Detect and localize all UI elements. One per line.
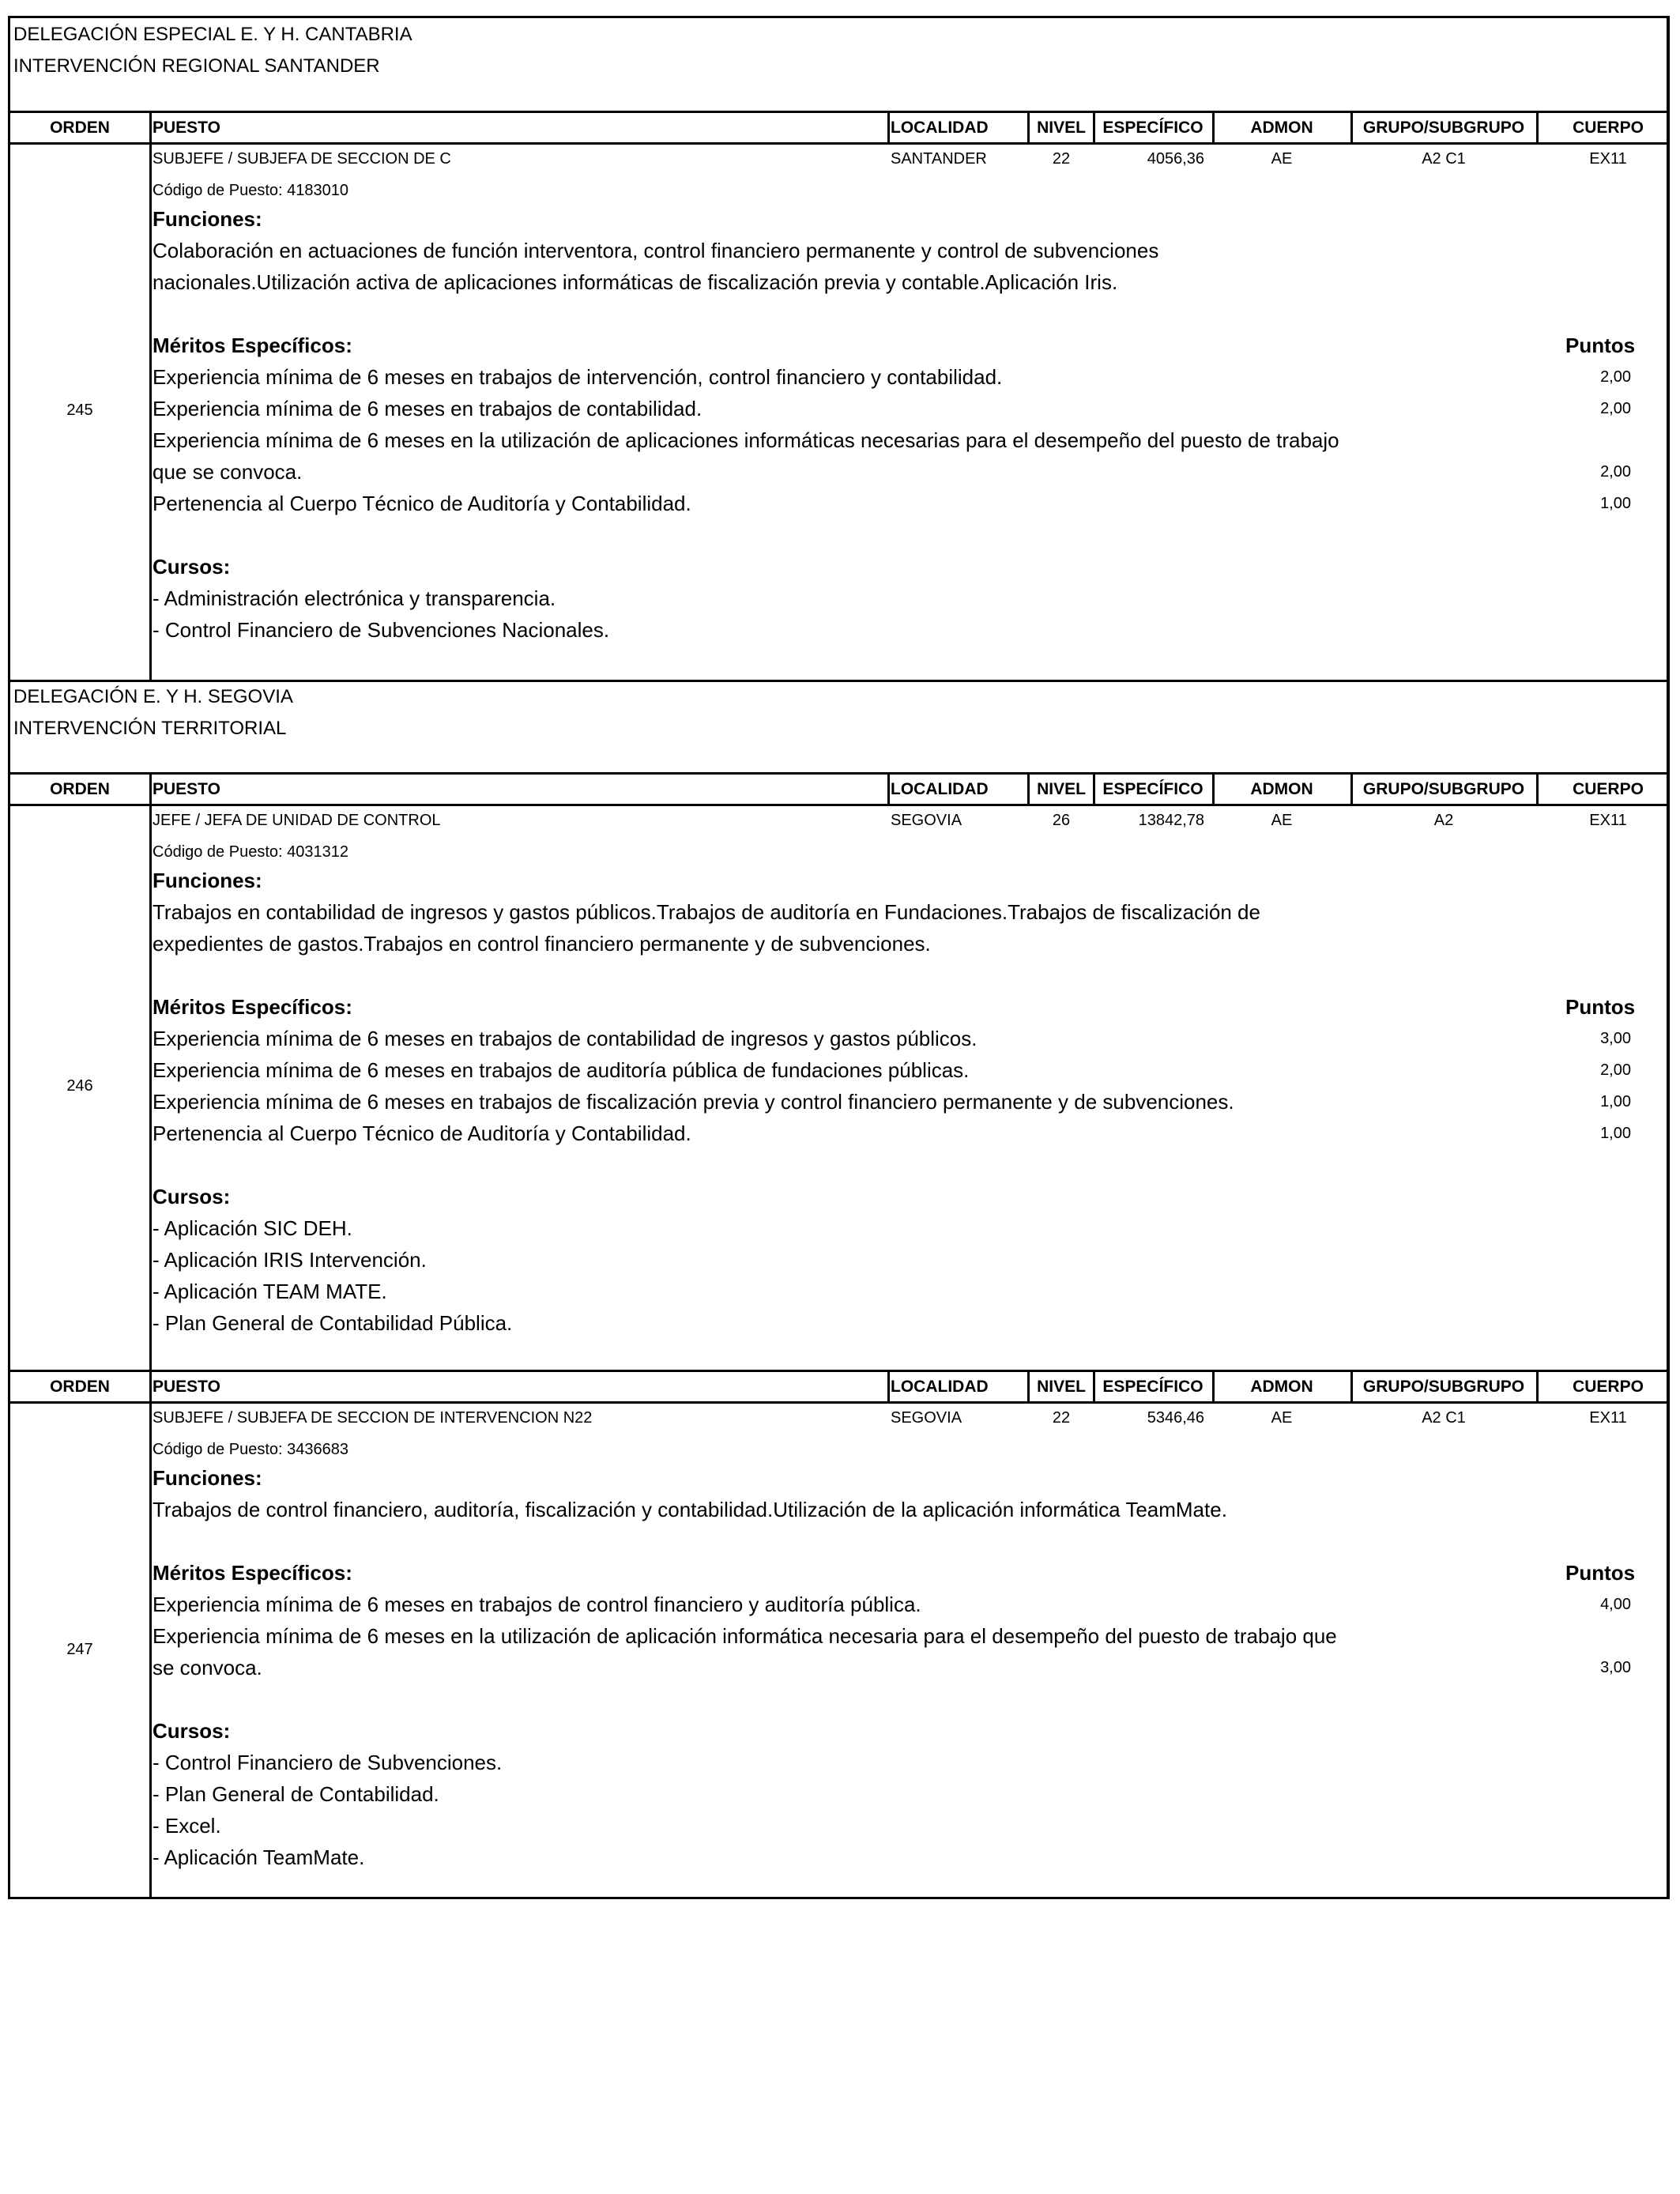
header-grupo: GRUPO/SUBGRUPO [1362,1378,1525,1396]
funciones-line: expedientes de gastos.Trabajos en control financiero permanente y de subvenciones. [153,932,931,956]
puntos-label: Puntos [1565,334,1636,357]
header-grupo: GRUPO/SUBGRUPO [1362,119,1525,137]
header-localidad: LOCALIDAD [891,780,989,798]
header-nivel: NIVEL [1037,780,1086,798]
header-divider [1350,1370,1353,1401]
header-cuerpo: CUERPO [1573,1378,1644,1396]
header-localidad: LOCALIDAD [891,119,989,137]
cursos-label: Cursos: [153,1185,231,1208]
codigo-puesto: Código de Puesto: 4031312 [153,843,348,861]
header-bottom-border [10,142,1667,145]
header-bottom-border [10,804,1667,806]
merito-line: Experiencia mínima de 6 meses en trabajos de contabilidad de ingresos y gastos públicos. [153,1027,977,1050]
header-top-border [10,772,1667,775]
funciones-line: nacionales.Utilización activa de aplicaciones informáticas de fiscalización previa y contable.Aplicación Iris. [153,270,1118,294]
funciones-label: Funciones: [153,869,262,892]
header-grupo: GRUPO/SUBGRUPO [1362,780,1525,798]
orden-value: 247 [66,1641,93,1658]
cuerpo-value: EX11 [1589,812,1627,829]
header-cuerpo: CUERPO [1573,119,1644,137]
orden-value: 246 [66,1077,93,1095]
header-puesto: PUESTO [153,119,220,137]
localidad-value: SEGOVIA [891,1409,962,1427]
cuerpo-value: EX11 [1589,150,1627,168]
especifico-value: 5346,46 [1147,1409,1204,1427]
merito-line: Experiencia mínima de 6 meses en la utilización de aplicación informática necesaria para el desempeño del puesto de trabajo que [153,1624,1337,1648]
section-divider [10,680,1667,682]
curso-line: - Excel. [153,1814,221,1838]
meritos-label: Méritos Específicos: [153,995,352,1019]
cuerpo-value: EX11 [1589,1409,1627,1427]
especifico-value: 4056,36 [1147,150,1204,168]
header-orden: ORDEN [50,1378,110,1396]
org-line-1: DELEGACIÓN ESPECIAL E. Y H. CANTABRIA [13,24,412,45]
header-divider [1027,1370,1030,1401]
merito-line: Experiencia mínima de 6 meses en la utilización de aplicaciones informáticas necesarias para el desempeño del puesto de trabajo [153,428,1339,452]
puntos-label: Puntos [1565,995,1636,1019]
header-nivel: NIVEL [1037,119,1086,137]
curso-line: - Plan General de Contabilidad. [153,1782,439,1806]
orden-value: 245 [66,401,93,419]
codigo-puesto: Código de Puesto: 4183010 [153,182,348,199]
merito-line: Experiencia mínima de 6 meses en trabajos de auditoría pública de fundaciones públicas. [153,1058,970,1082]
localidad-value: SANTANDER [891,150,987,168]
curso-line: - Control Financiero de Subvenciones. [153,1751,503,1774]
especifico-value: 13842,78 [1138,812,1204,829]
header-puesto: PUESTO [153,1378,220,1396]
merito-puntos: 2,00 [1600,400,1631,417]
admon-value: AE [1271,812,1293,829]
header-divider [1350,111,1353,142]
merito-puntos: 3,00 [1600,1659,1631,1676]
org-line-1: DELEGACIÓN E. Y H. SEGOVIA [13,686,293,707]
curso-line: - Aplicación TeamMate. [153,1845,365,1869]
header-divider [1212,1370,1215,1401]
merito-puntos: 2,00 [1600,368,1631,386]
header-divider [1536,111,1539,142]
merito-line: se convoca. [153,1656,262,1679]
grupo-value: A2 C1 [1422,150,1466,168]
header-divider [1350,772,1353,804]
header-puesto: PUESTO [153,780,220,798]
header-divider [887,1370,890,1401]
merito-line: Experiencia mínima de 6 meses en trabajos de intervención, control financiero y contabilidad. [153,365,1003,389]
admon-value: AE [1271,150,1293,168]
header-top-border [10,1370,1667,1372]
header-divider [1027,111,1030,142]
header-divider [1093,1370,1095,1401]
orden-column-divider [149,1401,152,1899]
nivel-value: 22 [1052,1409,1071,1427]
curso-line: - Aplicación SIC DEH. [153,1216,352,1240]
header-cuerpo: CUERPO [1573,780,1644,798]
header-divider [1212,111,1215,142]
header-especifico: ESPECÍFICO [1102,119,1203,137]
admon-value: AE [1271,1409,1293,1427]
merito-line: Experiencia mínima de 6 meses en trabajos de control financiero y auditoría pública. [153,1593,921,1616]
org-line-2: INTERVENCIÓN REGIONAL SANTANDER [13,55,380,77]
merito-line: Experiencia mínima de 6 meses en trabajos de contabilidad. [153,397,703,420]
header-bottom-border [10,1401,1667,1404]
meritos-label: Méritos Específicos: [153,334,352,357]
curso-line: - Aplicación IRIS Intervención. [153,1248,427,1272]
curso-line: - Administración electrónica y transparencia. [153,586,556,610]
curso-line: - Control Financiero de Subvenciones Nacionales. [153,618,610,642]
funciones-line: Colaboración en actuaciones de función interventora, control financiero permanente y control de subvenciones [153,239,1159,262]
merito-line: Experiencia mínima de 6 meses en trabajos de fiscalización previa y control financiero permanente y de subvenciones. [153,1090,1234,1114]
funciones-line: Trabajos en contabilidad de ingresos y gastos públicos.Trabajos de auditoría en Fundaciones.Trabajos de fiscalización de [153,900,1260,924]
header-especifico: ESPECÍFICO [1102,1378,1203,1396]
grupo-value: A2 C1 [1422,1409,1466,1427]
header-divider [149,111,152,142]
document-frame [8,16,1670,1899]
header-divider [1093,111,1095,142]
merito-puntos: 2,00 [1600,463,1631,481]
header-admon: ADMON [1250,1378,1313,1396]
header-divider [887,111,890,142]
orden-column-divider [149,142,152,680]
header-divider [1027,772,1030,804]
header-divider [887,772,890,804]
header-admon: ADMON [1250,780,1313,798]
header-divider [1093,772,1095,804]
nivel-value: 22 [1052,150,1071,168]
nivel-value: 26 [1052,812,1071,829]
merito-puntos: 2,00 [1600,1061,1631,1079]
puntos-label: Puntos [1565,1561,1636,1585]
funciones-label: Funciones: [153,207,262,231]
puesto-value: SUBJEFE / SUBJEFA DE SECCION DE C [153,150,451,168]
funciones-line: Trabajos de control financiero, auditoría, fiscalización y contabilidad.Utilización de la aplicación informática TeamMate. [153,1498,1227,1521]
funciones-label: Funciones: [153,1466,262,1490]
orden-column-divider [149,804,152,1370]
header-divider [149,1370,152,1401]
grupo-value: A2 [1433,812,1454,829]
merito-puntos: 1,00 [1600,1093,1631,1110]
merito-puntos: 1,00 [1600,495,1631,512]
org-line-2: INTERVENCIÓN TERRITORIAL [13,718,287,739]
merito-line: Pertenencia al Cuerpo Técnico de Auditoría y Contabilidad. [153,1122,691,1145]
header-divider [149,772,152,804]
header-especifico: ESPECÍFICO [1102,780,1203,798]
localidad-value: SEGOVIA [891,812,962,829]
cursos-label: Cursos: [153,1719,231,1743]
merito-puntos: 3,00 [1600,1030,1631,1047]
curso-line: - Plan General de Contabilidad Pública. [153,1311,513,1335]
header-divider [1536,772,1539,804]
merito-line: que se convoca. [153,460,303,484]
header-admon: ADMON [1250,119,1313,137]
puesto-value: SUBJEFE / SUBJEFA DE SECCION DE INTERVENCION N22 [153,1409,593,1427]
header-orden: ORDEN [50,780,110,798]
header-localidad: LOCALIDAD [891,1378,989,1396]
header-orden: ORDEN [50,119,110,137]
meritos-label: Méritos Específicos: [153,1561,352,1585]
puesto-value: JEFE / JEFA DE UNIDAD DE CONTROL [153,812,441,829]
header-top-border [10,111,1667,113]
merito-puntos: 4,00 [1600,1596,1631,1613]
merito-puntos: 1,00 [1600,1125,1631,1142]
codigo-puesto: Código de Puesto: 3436683 [153,1441,348,1458]
merito-line: Pertenencia al Cuerpo Técnico de Auditoría y Contabilidad. [153,492,691,515]
cursos-label: Cursos: [153,555,231,579]
curso-line: - Aplicación TEAM MATE. [153,1280,387,1303]
header-nivel: NIVEL [1037,1378,1086,1396]
header-divider [1212,772,1215,804]
header-divider [1536,1370,1539,1401]
